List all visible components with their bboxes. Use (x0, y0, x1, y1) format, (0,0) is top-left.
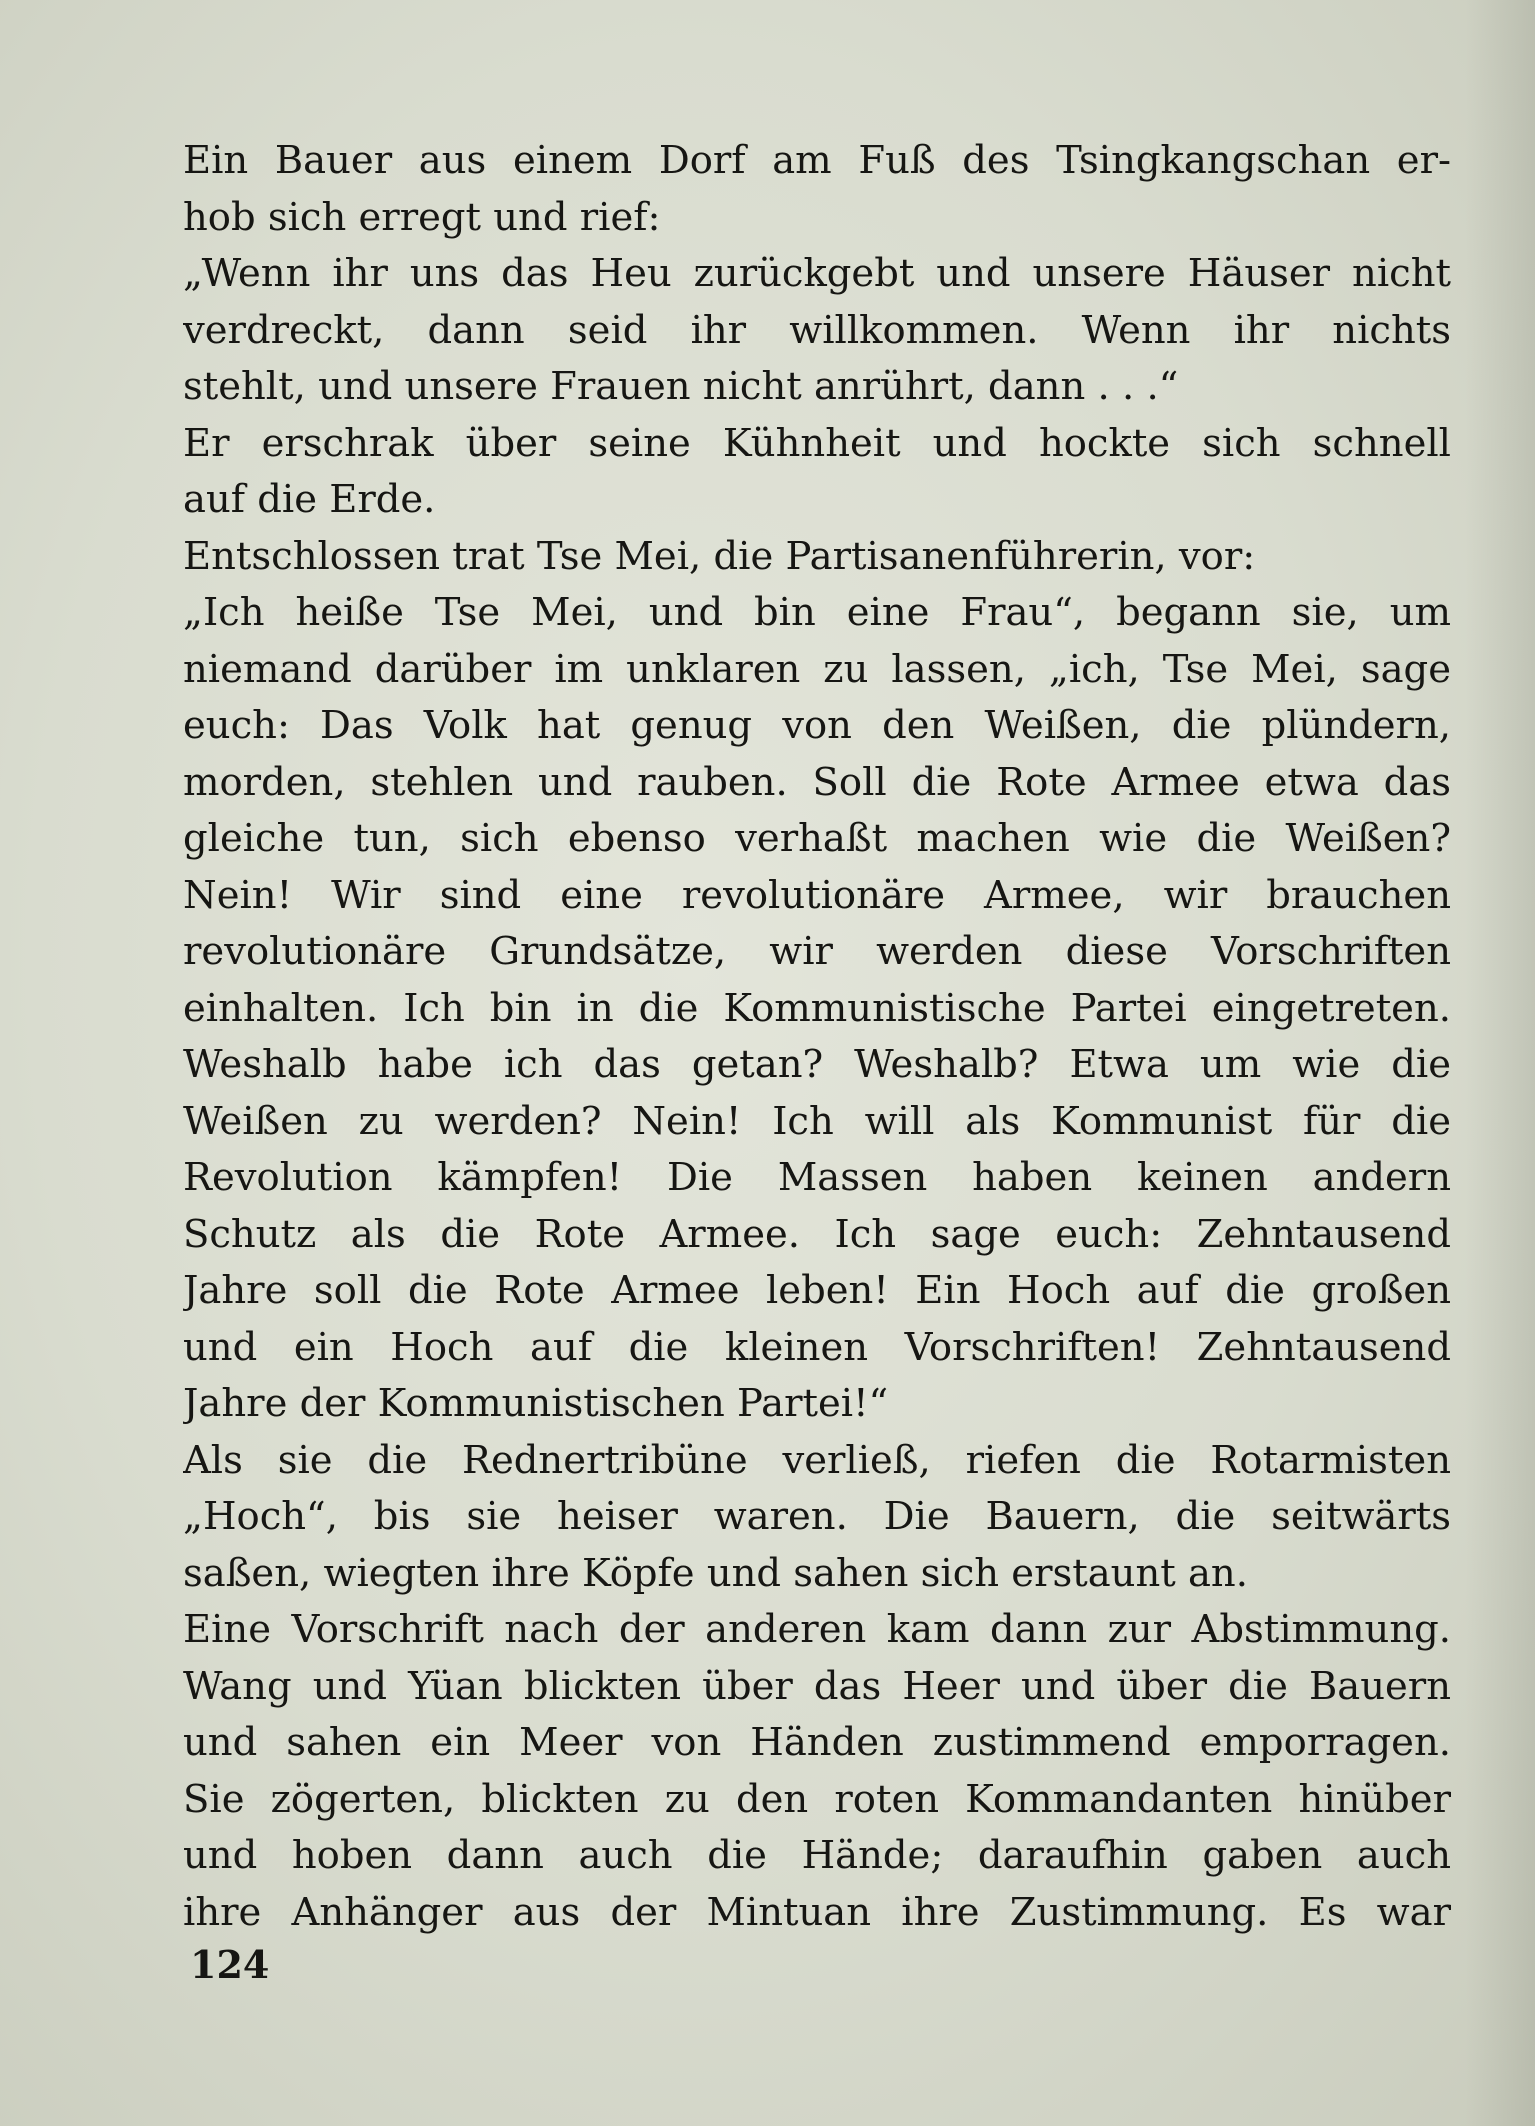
text-line: revolutionäre Grundsätze, wir werden diese Vorschriften (183, 929, 1451, 974)
text-line: und ein Hoch auf die kleinen Vorschriften! Zehntausend (183, 1324, 1451, 1370)
text-line: Weißen zu werden? Nein! Ich will als Kommunist für die (183, 1098, 1451, 1144)
text-line: Nein! Wir sind eine revolutionäre Armee, wir brauchen (183, 872, 1451, 918)
text-line: Ein Bauer aus einem Dorf am Fuß des Tsingkangschan er- (183, 138, 1451, 183)
text-line: niemand darüber im unklaren zu lassen, „ich, Tse Mei, sage (183, 646, 1451, 692)
text-line: Jahre der Kommunistischen Partei!“ (183, 1381, 889, 1426)
text-line: Er erschrak über seine Kühnheit und hockte sich schnell (183, 420, 1451, 466)
text-line: gleiche tun, sich ebenso verhaßt machen wie die Weißen? (183, 816, 1451, 861)
text-line: und hoben dann auch die Hände; daraufhin gaben auch (183, 1833, 1451, 1878)
text-line: und sahen ein Meer von Händen zustimmend emporragen. (183, 1720, 1451, 1765)
text-line: saßen, wiegten ihre Köpfe und sahen sich erstaunt an. (183, 1550, 1248, 1596)
text-line: Schutz als die Rote Armee. Ich sage euch: Zehntausend (183, 1211, 1451, 1257)
page-number: 124 (190, 1942, 270, 1987)
page-edge-shadow (1465, 0, 1535, 2126)
text-line: Wang und Yüan blickten über das Heer und über die Bauern (183, 1663, 1451, 1709)
text-line: morden, stehlen und rauben. Soll die Rote Armee etwa das (183, 759, 1451, 805)
text-line: „Wenn ihr uns das Heu zurückgebt und unsere Häuser nicht (183, 251, 1451, 296)
body-text (183, 133, 1451, 1941)
text-line: „Hoch“, bis sie heiser waren. Die Bauern, die seitwärts (183, 1494, 1451, 1539)
text-line: Jahre soll die Rote Armee leben! Ein Hoch auf die großen (183, 1268, 1451, 1313)
text-line: einhalten. Ich bin in die Kommunistische Partei eingetreten. (183, 985, 1451, 1031)
text-line: auf die Erde. (183, 477, 436, 522)
text-line: Eine Vorschrift nach der anderen kam dann zur Abstimmung. (183, 1607, 1451, 1652)
text-line: Weshalb habe ich das getan? Weshalb? Etwa um wie die (183, 1042, 1451, 1087)
text-line: Sie zögerten, blickten zu den roten Kommandanten hinüber (183, 1776, 1451, 1822)
text-line: stehlt, und unsere Frauen nicht anrührt, dann . . .“ (183, 364, 1179, 409)
text-line: euch: Das Volk hat genug von den Weißen, die plündern, (183, 703, 1451, 748)
text-line: Entschlossen trat Tse Mei, die Partisanenführerin, vor: (183, 533, 1256, 579)
text-line: ihre Anhänger aus der Mintuan ihre Zustimmung. Es war (183, 1889, 1451, 1935)
text-line: verdreckt, dann seid ihr willkommen. Wenn ihr nichts (183, 307, 1451, 353)
text-line: Als sie die Rednertribüne verließ, riefen die Rotarmisten (183, 1437, 1451, 1483)
text-line: Revolution kämpfen! Die Massen haben keinen andern (183, 1155, 1451, 1200)
text-line: hob sich erregt und rief: (183, 194, 661, 240)
text-line: „Ich heiße Tse Mei, und bin eine Frau“, begann sie, um (183, 590, 1451, 635)
